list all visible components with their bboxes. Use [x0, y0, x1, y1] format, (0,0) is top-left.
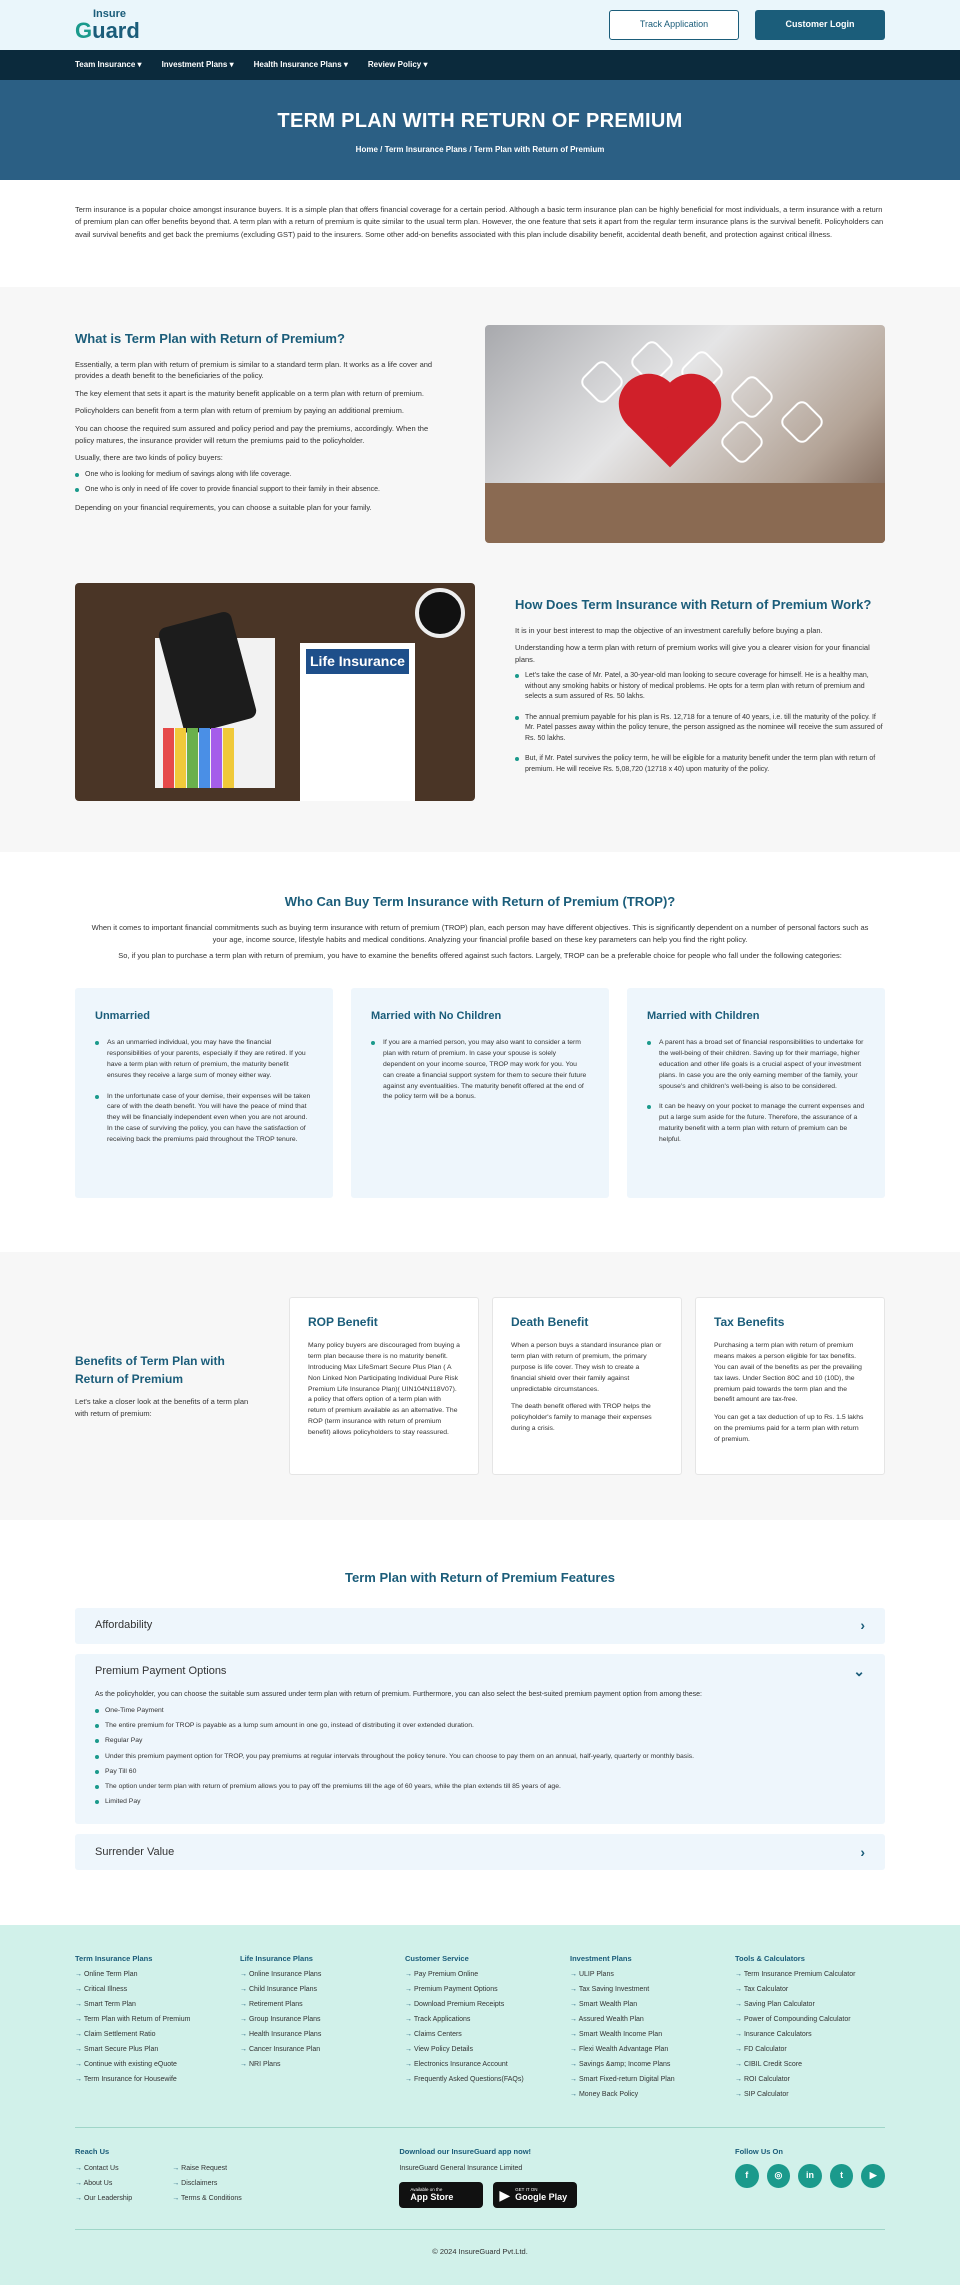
list-item: It can be heavy on your pocket to manage the current expenses and put a large sum aside for the future. Therefore, the assurance of a maturity benefit with a term plan with return of premium can be helpful. [647, 1102, 865, 1146]
footer-link[interactable]: → Pay Premium Online [405, 1970, 555, 1981]
who-p2: So, if you plan to purchase a term plan with return of premium, you have to examine the benefits offered against such factors. Largely, TROP can be a preferable choice for people who fall under the following categories: [118, 950, 842, 960]
list-item: A parent has a broad set of financial responsibilities to undertake for the well-being of their children. Saving up for their marriage, higher education and other life goals is a crucial aspect of your investment plans. In case you are the only earning member of the family, your spouse's and children's well-being is also to be considered. [647, 1038, 865, 1092]
footer-link[interactable]: → CIBIL Credit Score [735, 2060, 885, 2071]
instagram-icon[interactable]: ◎ [767, 2164, 791, 2188]
footer-link[interactable]: → Track Applications [405, 2015, 555, 2026]
chevron-right-icon[interactable]: › [860, 1617, 865, 1633]
list-item: Limited Pay [95, 1797, 865, 1807]
twitter-icon[interactable]: t [830, 2164, 854, 2188]
card-tax-benefits [695, 1297, 885, 1475]
app-title: Download our InsureGuard app now! [399, 2147, 532, 2157]
footer-link[interactable]: → Frequently Asked Questions(FAQs) [405, 2075, 555, 2086]
follow-title: Follow Us On [735, 2147, 783, 2157]
footer-link[interactable]: → Tax Saving Investment [570, 1985, 720, 1996]
linkedin-icon[interactable]: in [798, 2164, 822, 2188]
doc-title-text: Life Insurance [306, 649, 409, 674]
footer-link[interactable]: → Smart Term Plan [75, 2000, 225, 2011]
footer-link[interactable]: → Power of Compounding Calculator [735, 2015, 885, 2026]
footer-link[interactable]: → Disclaimers [172, 2179, 242, 2190]
footer-link[interactable]: → Saving Plan Calculator [735, 2000, 885, 2011]
list-item: Let's take the case of Mr. Patel, a 30-year-old man looking to secure coverage for himself. He is a healthy man, without any smoking habits or history of medical problems. He opts for a term plan with return of premium and selects a sum assured of Rs. 50 lakhs. [515, 671, 885, 703]
hero-banner [0, 80, 960, 180]
facebook-icon[interactable]: f [735, 2164, 759, 2188]
accordion-premium-payment[interactable] [75, 1654, 885, 1825]
footer-link[interactable]: → Smart Wealth Income Plan [570, 2030, 720, 2041]
life-insurance-desk-image [75, 583, 475, 801]
card-text: When a person buys a standard insurance plan or term plan with return of premium, the primary purpose is life cover. They wish to create a financial shield over their family against unpredictable circumstances. [511, 1342, 662, 1393]
intro-text: Term insurance is a popular choice amongst insurance buyers. It is a simple plan that offers financial coverage for a certain period. Although a basic term insurance plan can be highly beneficial for most individuals, a term insurance with a return of premium plan can offer benefits beyond that. A term plan with a return of premium is quite similar to the usual term plan. However, the one feature that sets it apart from the regular term insurance plans is the survival benefit. Policyholders can avail survival benefits and get back the premiums (excluding GST) paid to the insurers. Some other add-on benefits associated with this plan include disability benefit, accidental death benefit, and protection against critical illness. [75, 205, 884, 239]
footer-link[interactable]: → View Policy Details [405, 2045, 555, 2056]
accordion-text: As the policyholder, you can choose the suitable sum assured under term plan with return of premium. Furthermore, you can also select the best-suited premium payment option from among these: [95, 1690, 702, 1698]
copyright: © 2024 InsureGuard Pvt.Ltd. [75, 2229, 885, 2257]
list-item: Regular Pay [95, 1736, 865, 1746]
family-heart-image [485, 325, 885, 543]
logo-top-text: Insure [93, 7, 127, 20]
footer-link[interactable]: → Our Leadership [75, 2194, 132, 2205]
footer-link[interactable]: → Smart Secure Plus Plan [75, 2045, 225, 2056]
footer-link[interactable]: → Electronics Insurance Account [405, 2060, 555, 2071]
benefits-section [0, 1252, 960, 1520]
footer-link[interactable]: → Online Insurance Plans [240, 1970, 390, 1981]
footer-link[interactable]: → SIP Calculator [735, 2090, 885, 2101]
footer-link[interactable]: → Flexi Wealth Advantage Plan [570, 2045, 720, 2056]
footer-link[interactable]: → Smart Fixed-return Digital Plan [570, 2075, 720, 2086]
youtube-icon[interactable]: ▶ [861, 2164, 885, 2188]
what-p5: Usually, there are two kinds of policy buyers: [75, 453, 223, 463]
top-bar [0, 0, 960, 50]
about-section [0, 287, 960, 852]
footer-column-title: Life Insurance Plans [240, 1954, 313, 1963]
features-title: Term Plan with Return of Premium Features [345, 1570, 615, 1585]
site-logo[interactable] [75, 9, 140, 42]
how-p2: Understanding how a term plan with return of premium works will give you a clearer vision for your financial plans. [515, 643, 870, 664]
footer-link[interactable]: → Child Insurance Plans [240, 1985, 390, 1996]
footer-link[interactable]: → Insurance Calculators [735, 2030, 885, 2041]
footer-link[interactable]: → Contact Us [75, 2164, 132, 2175]
footer [0, 1925, 960, 2285]
footer-link[interactable]: → Cancer Insurance Plan [240, 2045, 390, 2056]
footer-column-title: Customer Service [405, 1954, 469, 1963]
footer-link[interactable]: → NRI Plans [240, 2060, 390, 2071]
main-nav [0, 50, 960, 80]
accordion-title: Surrender Value [95, 1846, 175, 1859]
chevron-right-icon[interactable]: › [860, 1843, 865, 1860]
reach-title: Reach Us [75, 2147, 110, 2157]
accordion-affordability[interactable] [75, 1608, 885, 1644]
list-item: One who is looking for medium of savings along with life coverage. [75, 470, 445, 481]
list-item: In the unfortunate case of your demise, their expenses will be taken care of with the death benefit. You will have the peace of mind that they will be financially independent even when you are not around. In the case of surviving the policy, you can have the satisfaction of receiving back the premiums paid throughout the TROP tenure. [95, 1092, 313, 1146]
play-icon: ▶ [499, 2186, 511, 2203]
footer-link[interactable]: → Health Insurance Plans [240, 2030, 390, 2041]
list-item: The annual premium payable for his plan is Rs. 12,718 for a tenure of 40 years, i.e. till the maturity of the policy. If Mr. Patel passes away within the policy tenure, the person assigned as the nominee will receive the sum assured of Rs. 50 lakhs. [515, 713, 885, 745]
card-title: Unmarried [95, 1009, 151, 1022]
footer-link[interactable]: → Terms & Conditions [172, 2194, 242, 2205]
logo-bottom-text: Guard [75, 17, 140, 43]
accordion-surrender-value[interactable] [75, 1834, 885, 1870]
card-text: Many policy buyers are discouraged from buying a term plan because there is no maturity benefit. Introducing Max LifeSmart Secure Plus Plan ( A Non Linked Non Participating Individual Pure Risk Premium Life Insurance Plan)( UIN104N118V07). a policy that offers option of a term plan with return of premium available as an alternative. The ROP (term insurance with return of premium benefit) allows policyholders to stay reassured. [308, 1342, 460, 1436]
card-text: The death benefit offered with TROP helps the policyholder's family to manage their expenses during a crisis. [511, 1403, 652, 1433]
what-p1: Essentially, a term plan with return of premium is similar to a standard term plan. It works as a life cover and provides a death benefit to the beneficiaries of the policy. [75, 359, 433, 381]
footer-column-title: Tools & Calculators [735, 1954, 805, 1963]
google-play-button[interactable]: ▶ GET IT ON Google Play [493, 2182, 577, 2208]
footer-link[interactable]: → Continue with existing eQuote [75, 2060, 225, 2071]
accordion-title: Affordability [95, 1619, 153, 1632]
footer-column-title: Term Insurance Plans [75, 1954, 153, 1963]
how-title: How Does Term Insurance with Return of Premium Work? [515, 597, 872, 612]
what-title: What is Term Plan with Return of Premium? [75, 331, 345, 346]
footer-link[interactable]: → Claims Centers [405, 2030, 555, 2041]
list-item: One-Time Payment [95, 1706, 865, 1716]
footer-link[interactable]: → Group Insurance Plans [240, 2015, 390, 2026]
footer-link[interactable]: → Term Insurance Premium Calculator [735, 1970, 885, 1981]
what-p2: The key element that sets it apart is the maturity benefit applicable on a term plan with return of premium. [75, 388, 424, 398]
what-p3: Policyholders can benefit from a term plan with return of premium by paying an additional premium. [75, 406, 404, 416]
features-section [0, 1520, 960, 1925]
what-p6: Depending on your financial requirements, you can choose a suitable plan for your family. [75, 502, 372, 512]
list-item: The entire premium for TROP is payable as a lump sum amount in one go, instead of distributing it over extended duration. [95, 1721, 865, 1731]
footer-column-title: Investment Plans [570, 1954, 632, 1963]
footer-link[interactable]: → Claim Settlement Ratio [75, 2030, 225, 2041]
who-title: Who Can Buy Term Insurance with Return of Premium (TROP)? [284, 894, 676, 909]
list-item: One who is only in need of life cover to provide financial support to their family in their absence. [75, 485, 445, 496]
footer-link[interactable]: → Retirement Plans [240, 2000, 390, 2011]
breadcrumb[interactable]: Home / Term Insurance Plans / Term Plan with Return of Premium [355, 145, 605, 154]
footer-link[interactable]: → Premium Payment Options [405, 1985, 555, 1996]
footer-link[interactable]: → Term Plan with Return of Premium [75, 2015, 225, 2026]
card-title: Tax Benefits [714, 1315, 785, 1329]
footer-link[interactable]: → Download Premium Receipts [405, 2000, 555, 2011]
footer-column [570, 1953, 720, 2105]
who-section [0, 852, 960, 1252]
card-text: You can get a tax deduction of up to Rs. 1.5 lakhs on the premiums paid for a term plan with return of premium. [714, 1414, 864, 1443]
list-item: If you are a married person, you may also want to consider a term plan with return of premium. In case your spouse is solely dependent on your income source, TROP may work for you. You can create a financial support system for them to secure their future against any eventualities. The maturity benefit offered at the end of the policy term will be a bonus. [371, 1038, 589, 1103]
benefits-intro: Let's take a closer look at the benefits of a term plan with return of premium: [75, 1397, 249, 1418]
nav-item-investment-plans[interactable]: Investment Plans ▾ [161, 60, 234, 69]
footer-link[interactable]: → About Us [75, 2179, 132, 2190]
page-title: TERM PLAN WITH RETURN OF PREMIUM [277, 110, 683, 132]
nav-item-health-insurance[interactable]: Health Insurance Plans ▾ [253, 60, 348, 69]
nav-item-team-insurance[interactable]: Team Insurance ▾ [75, 60, 142, 69]
app-company: InsureGuard General Insurance Limited [399, 2164, 523, 2172]
card-title: Married with No Children [371, 1009, 502, 1022]
app-store-button[interactable]: Available on the App Store [399, 2182, 483, 2208]
card-title: ROP Benefit [308, 1315, 378, 1329]
list-item: As an unmarried individual, you may have the financial responsibilities of your parents, especially if they are retired. If you have a term plan with return of premium, the maturity benefit ensures they receive a large sum of money either way. [95, 1038, 313, 1082]
footer-link[interactable]: → FD Calculator [735, 2045, 885, 2056]
footer-link[interactable]: → Smart Wealth Plan [570, 2000, 720, 2011]
footer-link[interactable]: → Tax Calculator [735, 1985, 885, 1996]
footer-link[interactable]: → Savings &amp; Income Plans [570, 2060, 720, 2071]
card-text: Purchasing a term plan with return of premium means makes a person eligible for tax benefits. You can avail of the benefits as per the prevailing tax laws. Under Section 80C and 10 (10D), the premium paid towards the term plan and the benefit amount are tax-free. [714, 1342, 862, 1404]
footer-link[interactable]: → Money Back Policy [570, 2090, 720, 2101]
footer-column [735, 1953, 885, 2105]
card-title: Death Benefit [511, 1315, 589, 1329]
app-download [399, 2146, 577, 2208]
customer-login-button[interactable]: Customer Login [755, 10, 885, 40]
who-p1: When it comes to important financial commitments such as buying term insurance with return of premium (TROP) plan, each person may have different objectives. This is significantly dependent on a number of personal factors such as your age, income source, lifestyle habits and medical conditions. Analyzing your financial profile based on these key parameters can help you find the right policy. [91, 922, 869, 944]
footer-column [405, 1953, 555, 2105]
list-item: Pay Till 60 [95, 1767, 865, 1777]
card-title: Married with Children [647, 1009, 760, 1022]
footer-link[interactable]: → Raise Request [172, 2164, 242, 2175]
list-item: Under this premium payment option for TROP, you pay premiums at regular intervals throughout the policy tenure. You can choose to pay them on an annual, half-yearly, quarterly or monthly basis. [95, 1752, 865, 1762]
chevron-down-icon[interactable]: ⌄ [853, 1663, 865, 1679]
reach-us [75, 2146, 242, 2208]
benefits-title: Benefits of Term Plan with Return of Premium [75, 1354, 225, 1386]
footer-link[interactable]: → Critical Illness [75, 1985, 225, 1996]
footer-link[interactable]: → ROI Calculator [735, 2075, 885, 2086]
card-unmarried [75, 988, 333, 1198]
footer-link[interactable]: → Term Insurance for Housewife [75, 2075, 225, 2086]
footer-link[interactable]: → Online Term Plan [75, 1970, 225, 1981]
footer-column [75, 1953, 225, 2105]
follow-us [735, 2146, 885, 2208]
what-p4: You can choose the required sum assured and policy period and pay the premiums, accordingly. When the policy matures, the insurance provider will return the premiums paid to the policyholder. [75, 424, 429, 445]
accordion-title: Premium Payment Options [95, 1665, 227, 1678]
card-married-children [627, 988, 885, 1198]
how-p1: It is in your best interest to map the objective of an investment carefully before buying a plan. [515, 625, 823, 635]
footer-column [240, 1953, 390, 2105]
nav-item-review-policy[interactable]: Review Policy ▾ [367, 60, 428, 69]
card-married-no-children [351, 988, 609, 1198]
list-item: But, if Mr. Patel survives the policy term, he will be eligible for a maturity benefit under the term plan with return of premium. He will receive Rs. 5,08,720 (12718 x 40) upon maturity of the policy. [515, 754, 885, 775]
footer-link[interactable]: → Assured Wealth Plan [570, 2015, 720, 2026]
intro-section [0, 180, 960, 287]
footer-link[interactable]: → ULIP Plans [570, 1970, 720, 1981]
card-death-benefit [492, 1297, 682, 1475]
list-item: The option under term plan with return of premium allows you to pay off the premiums till the age of 60 years, while the plan extends till 85 years of age. [95, 1782, 865, 1792]
card-rop-benefit [289, 1297, 479, 1475]
track-application-button[interactable]: Track Application [609, 10, 739, 40]
